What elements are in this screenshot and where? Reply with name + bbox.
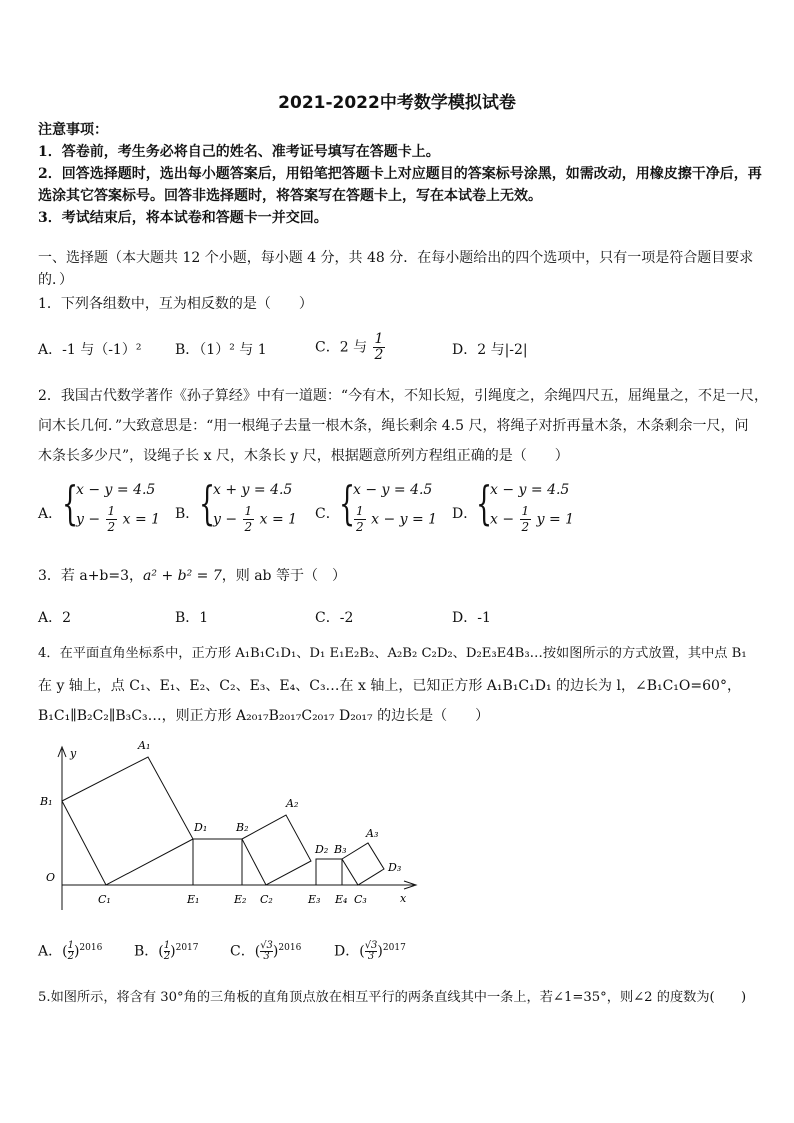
- fraction: [354, 504, 366, 535]
- label-e3: E₃: [308, 893, 321, 906]
- option-label: C．(: [230, 943, 261, 960]
- page-title: 2021-2022中考数学模拟试卷: [278, 93, 516, 113]
- fraction-numerator: 1: [521, 504, 530, 518]
- label-y: y: [70, 747, 77, 760]
- equation-row-1: x + y = 4.5: [213, 482, 293, 498]
- close-paren: ): [170, 943, 176, 960]
- equation-row-2: [213, 504, 297, 535]
- exponent: 2017: [382, 943, 406, 953]
- fraction: [243, 504, 255, 535]
- q2-line-2: 问木长几何．”大致意思是：“用一根绳子去量一根木条，绳长剩余 4.5 尺，将绳子对折再量木条，木条剩余一尺，问: [38, 418, 749, 434]
- q4-line-2: 在 y 轴上，点 C₁、E₁、E₂、C₂、E₃、E₄、C₃…在 x 轴上，已知正方形 A₁B₁C₁D₁ 的边长为 l，∠B₁C₁O=60°，: [38, 678, 741, 694]
- equation-row-2: [76, 504, 160, 535]
- label-x: x: [400, 892, 407, 905]
- q1-option-a: A．-1 与（-1）²: [38, 342, 142, 358]
- exponent: 2016: [79, 943, 103, 953]
- brace-icon: {: [199, 476, 216, 530]
- equation-row-1: x − y = 4.5: [490, 482, 570, 498]
- q4-option-a: [38, 938, 102, 962]
- close-paren: ): [73, 943, 80, 960]
- brace-icon: {: [62, 476, 79, 530]
- fraction-numerator: 1: [244, 504, 253, 518]
- fraction-denominator: 2: [67, 951, 74, 963]
- q3-option-d: D．-1: [452, 610, 491, 626]
- fraction-numerator: √3: [364, 940, 378, 952]
- option-label: B．(: [134, 943, 164, 960]
- fraction: [106, 504, 118, 535]
- label-e2: E₂: [234, 893, 247, 906]
- q4-option-c: [230, 938, 301, 962]
- fraction-numerator: 1: [356, 504, 364, 518]
- q3-equation: a² + b² = 7: [143, 568, 222, 584]
- q3-option-b: B．1: [175, 610, 209, 626]
- fraction-denominator: 2: [107, 520, 116, 534]
- fraction: [365, 941, 378, 962]
- close-paren: ): [272, 943, 279, 960]
- equation-term: x = 1: [122, 511, 161, 528]
- equation-row-1: x − y = 4.5: [353, 482, 433, 498]
- q3-option-a: A．2: [38, 610, 72, 626]
- q3-stem-post: ，则 ab 等于（ ）: [221, 568, 346, 584]
- exponent: 2016: [278, 943, 302, 953]
- q1-stem: 1．下列各组数中，互为相反数的是（ ）: [38, 296, 313, 312]
- square-3: [342, 843, 384, 885]
- label-b2: B₂: [236, 821, 249, 834]
- brace-icon: {: [339, 476, 356, 530]
- square-d2-e3-e4-b3: [316, 859, 342, 885]
- fraction-denominator: 2: [521, 520, 530, 534]
- label-d2: D₂: [315, 843, 329, 856]
- q1-option-c: [315, 332, 386, 363]
- label-c2: C₂: [260, 893, 273, 906]
- section-heading: 一、选择题（本大题共 12 个小题，每小题 4 分，共 48 分．在每小题给出的四个选项中，只有一项是符合题目要求: [38, 250, 754, 266]
- label-c3: C₃: [354, 893, 367, 906]
- q3-stem: [38, 566, 346, 586]
- equation-term: x − y = 1: [371, 511, 438, 528]
- square-1: [62, 757, 193, 885]
- q2-option-b-label: B．: [175, 506, 200, 522]
- q3-stem-pre: 3．若 a+b=3，: [38, 568, 144, 584]
- square-2: [242, 815, 311, 885]
- q1-option-c-label: C．2 与: [315, 339, 368, 356]
- notice-item-2-cont: 选涂其它答案标号。回答非选择题时，将答案写在答题卡上，写在本试卷上无效。: [38, 188, 542, 204]
- q1-option-d: D．2 与|-2|: [452, 342, 528, 358]
- q4-line-3: B₁C₁∥B₂C₂∥B₃C₃…，则正方形 A₂₀₁₇B₂₀₁₇C₂₀₁₇ D₂₀₁₇ 的边长是（ ）: [38, 708, 490, 724]
- q2-option-a-label: A．: [38, 506, 63, 522]
- notice-heading: 注意事项：: [38, 122, 108, 138]
- equation-term: x −: [490, 511, 515, 528]
- label-a3: A₃: [366, 827, 379, 840]
- fraction-denominator: 2: [356, 520, 364, 534]
- square-d1-e1-e2-b2: [193, 839, 242, 885]
- notice-item-2: 2．回答选择题时，选出每小题答案后，用铅笔把答题卡上对应题目的答案标号涂黑，如需改动，用橡皮擦干净后，再: [38, 166, 762, 182]
- equation-row-1: x − y = 4.5: [76, 482, 156, 498]
- label-a2: A₂: [286, 797, 299, 810]
- option-label: D．(: [334, 943, 365, 960]
- q5-stem: 5.如图所示，将含有 30°角的三角板的直角顶点放在相互平行的两条直线其中一条上，若∠1=35°，则∠2 的度数为( ): [38, 990, 747, 1005]
- close-paren: ): [377, 943, 383, 960]
- q2-option-c-label: C．: [315, 506, 340, 522]
- q2-option-d-label: D．: [452, 506, 478, 522]
- label-e1: E₁: [187, 893, 200, 906]
- q4-option-b: [134, 938, 199, 962]
- label-d1: D₁: [194, 821, 208, 834]
- fraction-denominator: 3: [263, 951, 270, 963]
- equation-term: y −: [76, 511, 101, 528]
- exponent: 2017: [175, 943, 199, 953]
- equation-term: y −: [213, 511, 238, 528]
- q1-option-b: B．（1）² 与 1: [175, 342, 267, 358]
- equation-term: y = 1: [536, 511, 575, 528]
- equation-row-2: [490, 504, 574, 535]
- section-heading-cont: 的．）: [38, 272, 73, 288]
- q4-figure: [30, 735, 420, 915]
- notice-item-1: 1．答卷前，考生务必将自己的姓名、准考证号填写在答题卡上。: [38, 144, 440, 160]
- fraction: [520, 504, 532, 535]
- fraction-numerator: 1: [374, 331, 384, 347]
- fraction-denominator: 2: [374, 347, 384, 363]
- label-b1: B₁: [40, 795, 53, 808]
- q3-option-c: C．-2: [315, 610, 354, 626]
- option-label: A．(: [38, 943, 68, 960]
- q1-option-c-fraction: [373, 332, 386, 363]
- label-d3: D₃: [388, 861, 402, 874]
- fraction-denominator: 2: [244, 520, 253, 534]
- fraction-numerator: 1: [163, 940, 171, 952]
- fraction-denominator: 2: [163, 951, 171, 963]
- label-a1: A₁: [138, 739, 151, 752]
- fraction-denominator: 3: [367, 951, 375, 963]
- q2-line-1: 2．我国古代数学著作《孙子算经》中有一道题：“今有木，不知长短，引绳度之，余绳四尺五，屈绳量之，不足一尺，: [38, 388, 769, 404]
- label-e4: E₄: [335, 893, 348, 906]
- fraction: [260, 941, 273, 962]
- q4-line-1: 4．在平面直角坐标系中，正方形 A₁B₁C₁D₁、D₁ E₁E₂B₂、A₂B₂ C₂D₂、D₂E₃E4B₃…按如图所示的方式放置，其中点 B₁: [38, 646, 747, 661]
- q2-line-3: 木条长多少尺”，设绳子长 x 尺，木条长 y 尺，根据题意所列方程组正确的是（ ）: [38, 448, 569, 464]
- fraction-numerator: 1: [67, 940, 74, 952]
- label-b3: B₃: [334, 843, 347, 856]
- fraction-numerator: 1: [107, 504, 116, 518]
- equation-term: x = 1: [259, 511, 298, 528]
- notice-item-3: 3．考试结束后，将本试卷和答题卡一并交回。: [38, 210, 328, 226]
- brace-icon: {: [476, 476, 493, 530]
- q4-option-d: [334, 938, 406, 962]
- label-o: O: [46, 871, 56, 884]
- equation-row-2: [353, 504, 437, 535]
- label-c1: C₁: [98, 893, 111, 906]
- fraction-numerator: √3: [260, 940, 273, 952]
